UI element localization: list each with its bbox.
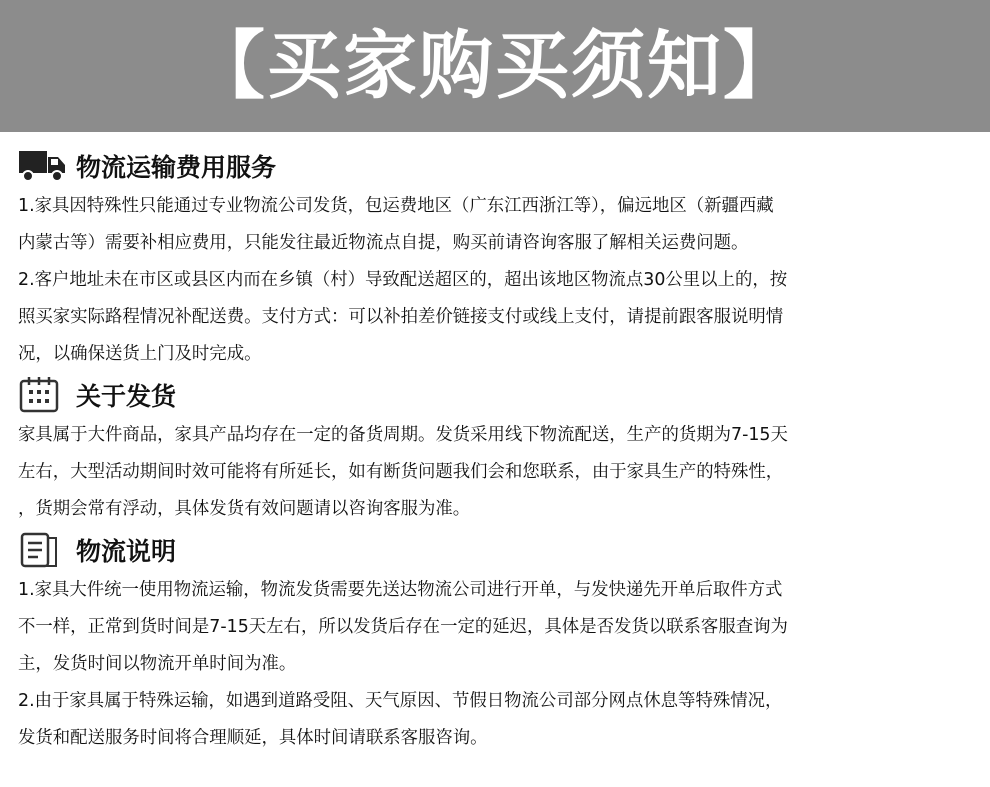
paragraph-line: 家具属于大件商品，家具产品均存在一定的备货周期。发货采用线下物流配送，生产的货期为7-15天 [18,425,788,445]
section-title: 物流说明 [76,537,177,566]
section-header-logistics [18,528,972,572]
paragraph-line: 2.客户地址未在市区或县区内而在乡镇（村）导致配送超区的，超出该地区物流点30公里以上的，按 [18,270,788,290]
paragraph-line: 不一样，正常到货时间是7-15天左右，所以发货后存在一定的延迟，具体是否发货以联系客服查询为 [18,617,788,637]
paragraph-line: ，货期会常有浮动，具体发货有效问题请以咨询客服为准。 [18,499,471,519]
document-icon [18,530,70,570]
paragraph-line: 况，以确保送货上门及时完成。 [18,344,262,364]
calendar-icon [18,375,70,415]
title-banner [0,0,990,132]
paragraph-line: 内蒙古等）需要补相应费用，只能发往最近物流点自提，购买前请咨询客服了解相关运费问题。 [18,233,749,253]
paragraph-line: 2.由于家具属于特殊运输，如遇到道路受阻、天气原因、节假日物流公司部分网点休息等特殊情况， [18,691,783,711]
paragraph-line: 照买家实际路程情况补配送费。支付方式：可以补拍差价链接支付或线上支付，请提前跟客服说明情 [18,307,784,327]
page-title: 【买家购买须知】 [191,23,799,109]
paragraph-line: 1.家具因特殊性只能通过专业物流公司发货，包运费地区（广东江西浙江等），偏远地区（新疆西藏 [18,196,774,216]
section-header-shipping-fees [18,144,972,188]
paragraph-line: 发货和配送服务时间将合理顺延，具体时间请联系客服咨询。 [18,728,488,748]
notice-content [0,132,990,757]
section-header-shipping [18,373,972,417]
section-title: 关于发货 [76,382,177,411]
paragraph-line: 主，发货时间以物流开单时间为准。 [18,654,297,674]
truck-icon [18,146,70,186]
paragraph-line: 左右，大型活动期间时效可能将有所延长，如有断货问题我们会和您联系，由于家具生产的特殊性， [18,462,784,482]
section-title: 物流运输费用服务 [76,153,277,182]
paragraph-line: 1.家具大件统一使用物流运输，物流发货需要先送达物流公司进行开单，与发快递先开单后取件方式 [18,580,783,600]
